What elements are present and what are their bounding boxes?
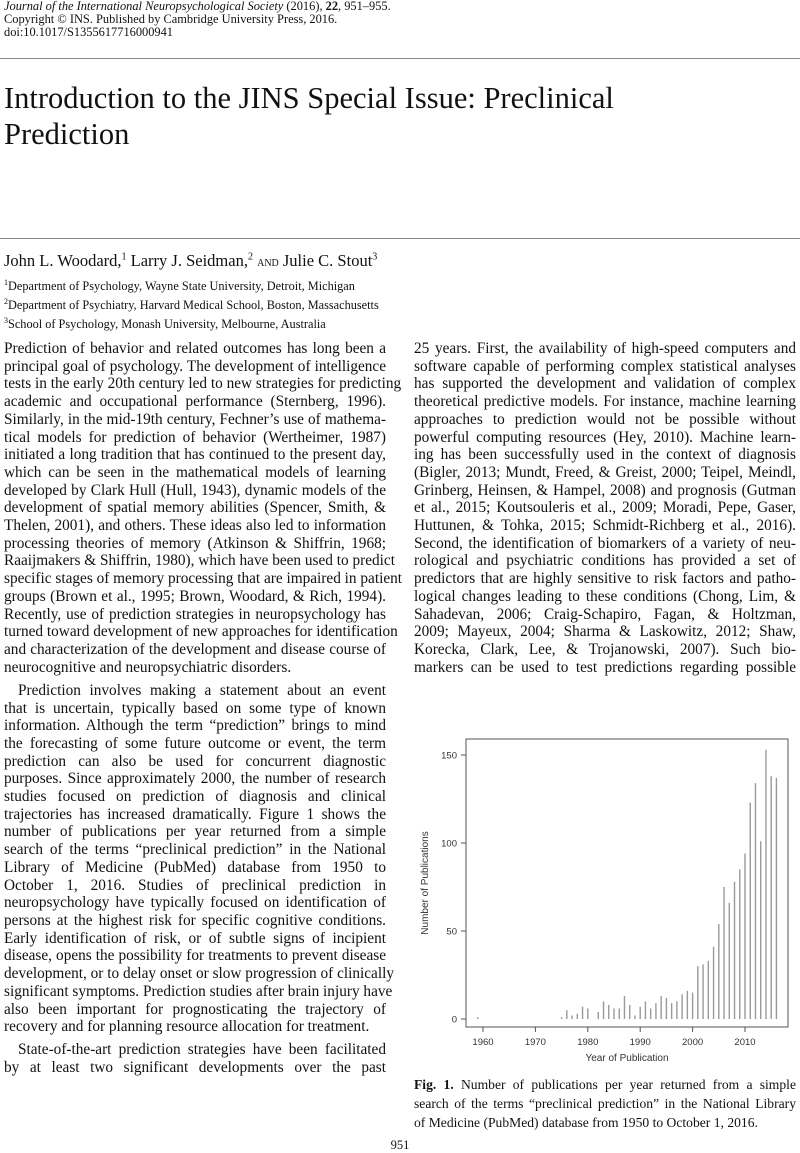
y-tick-label: 50 (446, 926, 457, 938)
author-name: Julie C. Stout (278, 251, 373, 270)
caption-line: search of the terms “preclinical prediction” in the National Library (414, 1096, 796, 1111)
figure-1-chart (414, 730, 798, 1070)
text-line: Second, the identification of biomarkers of a variety of neu- (414, 534, 796, 552)
journal-header (4, 0, 391, 40)
author-sup: 2 (247, 251, 253, 263)
text-line: Similarly, in the mid-19th century, Fechner’s use of mathema- (4, 410, 386, 428)
copyright: Copyright © INS. Published by Cambridge University Press, 2016. (4, 12, 338, 27)
x-tick-label: 1970 (524, 1037, 546, 1048)
y-tick-label: 0 (451, 1014, 457, 1026)
article-title (4, 80, 784, 152)
x-tick-label: 1990 (629, 1037, 651, 1048)
text-line: Thelen, 2001), and others. These ideas also led to information (4, 517, 386, 535)
title-line: Introduction to the JINS Special Issue: Preclinical (4, 81, 614, 115)
text-line: number of publications per year returned from a simple (4, 823, 386, 841)
author-list (4, 251, 377, 271)
y-tick-label: 100 (441, 838, 457, 850)
text-line: Huttunen, & Tohka, 2015; Schmidt-Richberg et al., 2016). (414, 517, 796, 535)
text-line: predictors that are highly sensitive to risk factors and patho- (414, 570, 796, 588)
caption-line: Number of publications per year returned from a simple (453, 1077, 796, 1092)
text-line: disease, opens the possibility for treatments to prevent disease (4, 947, 386, 965)
paragraph (4, 1041, 386, 1076)
text-line: which can be seen in the mathematical models of learning (4, 463, 386, 481)
paragraph (4, 681, 394, 1036)
text-line: Korecka, Clark, Lee, & Trojanowski, 2007). Such bio- (414, 640, 796, 658)
text-line: Prediction of behavior and related outcomes has long been a (4, 340, 386, 357)
text-line: that is uncertain, typically based on some type of known (4, 699, 386, 717)
text-line: neurocognitive and neuropsychiatric disorders. (4, 658, 292, 676)
aff-text: Department of Psychology, Wayne State University, Detroit, Michigan (8, 279, 355, 294)
journal-name: Journal of the International Neuropsychological Society (4, 0, 284, 13)
text-line: theoretical predictive models. For instance, machine learning (414, 393, 796, 411)
text-line: powerful computing resources (Hey, 2010). Machine learn- (414, 428, 796, 446)
text-line: the forecasting of some future outcome or event, the term (4, 734, 386, 752)
text-line: processing theories of memory (Atkinson & Shiffrin, 1968; (4, 534, 386, 552)
text-line: ing has been successfully used in the context of diagnosis (414, 446, 796, 464)
text-line: groups (Brown et al., 1995; Brown, Woodard, & Rich, 1994). (4, 587, 386, 605)
text-line: turned toward development of new approaches for identification (4, 623, 398, 641)
doi-link[interactable]: doi:10.1017/S1355617716000941 (4, 25, 174, 40)
author-name: John L. Woodard, (4, 251, 122, 270)
page-number: 951 (390, 1138, 410, 1152)
caption-line: of Medicine (PubMed) database from 1950 to October 1, 2016. (414, 1115, 758, 1130)
figure-caption (414, 1075, 796, 1132)
text-line: Raaijmakers & Shiffrin, 1980), which have been used to predict (4, 552, 395, 570)
y-axis-label: Number of Publications (420, 831, 431, 935)
aff-text: School of Psychology, Monash University, Melbourne, Australia (8, 317, 326, 332)
x-tick-label: 2000 (682, 1037, 704, 1048)
divider (0, 58, 800, 59)
body-column-left (4, 340, 403, 1077)
text-line: prediction can also be used for concurrent diagnostic (4, 752, 386, 770)
affiliation (4, 275, 379, 294)
affiliation (4, 313, 379, 332)
text-line: recovery and for planning resource allocation for treatment. (4, 1018, 370, 1036)
text-line: markers can be used to test predictions regarding possible (414, 658, 796, 676)
text-line: initiated a long tradition that has continued to the present day, (4, 446, 386, 464)
title-line: Prediction (4, 117, 130, 151)
text-line: tical models for prediction of behavior (Wertheimer, 1987) (4, 428, 386, 446)
text-line: search of the terms “preclinical prediction” in the National (4, 841, 386, 859)
affiliation (4, 294, 379, 313)
text-line: Grinberg, Heinsen, & Hampel, 2008) and prognosis (Gutman (414, 481, 796, 499)
aff-sup: 3 (4, 316, 8, 326)
text-line: by at least two significant developments over the past (4, 1059, 386, 1077)
text-line: persons at the highest risk for specific cognitive conditions. (4, 912, 386, 929)
text-line: 25 years. First, the availability of high-speed computers and (414, 340, 796, 357)
x-tick-label: 2010 (734, 1037, 756, 1048)
journal-volume: 22 (325, 0, 339, 13)
text-line: State-of-the-art prediction strategies have been facilitated (18, 1041, 386, 1059)
text-line: studies focused on prediction of diagnosis and clinical (4, 788, 386, 806)
text-line: et al., 2015; Koutsouleris et al., 2009; Moradi, Pepe, Gaser, (414, 499, 796, 517)
y-tick-label: 150 (441, 750, 457, 762)
aff-sup: 2 (4, 297, 8, 307)
author-name: Larry J. Seidman, (126, 251, 248, 270)
x-tick-label: 1960 (472, 1037, 494, 1048)
text-line: and characterization of the development and disease course of (4, 640, 386, 658)
text-line: Sahadevan, 2006; Craig-Schapiro, Fagan, & Holtzman, (414, 605, 796, 623)
text-line: logical changes leading to these conditions (Chong, Lim, & (414, 587, 796, 605)
text-line: 2009; Mayeux, 2004; Sharma & Laskowitz, 2012; Shaw, (414, 623, 796, 641)
text-line: principal goal of psychology. The development of intelligence (4, 357, 386, 375)
text-line: developed by Clark Hull (Hull, 1943), dynamic models of the (4, 481, 386, 499)
text-line: development of spatial memory abilities (Spencer, Smith, & (4, 499, 386, 517)
text-line: Recently, use of prediction strategies in neuropsychology has (4, 605, 386, 623)
text-line: information. Although the term “prediction” brings to mind (4, 717, 386, 735)
caption-label: Fig. 1. (414, 1077, 454, 1092)
text-line: Library of Medicine (PubMed) database from 1950 to (4, 858, 386, 876)
aff-sup: 1 (4, 278, 8, 287)
text-line: Prediction involves making a statement about an event (18, 681, 386, 699)
text-line: October 1, 2016. Studies of preclinical prediction in (4, 876, 386, 894)
author-sup: 1 (121, 251, 127, 263)
text-line: approaches to prediction would not be possible without (414, 410, 796, 428)
text-line: tests in the early 20th century led to new strategies for predicting (4, 375, 402, 393)
text-line: (Bigler, 2013; Mundt, Freed, & Greist, 2000; Teipel, Meindl, (414, 463, 796, 481)
and-word: and (257, 255, 279, 270)
text-line: has supported the development and validation of complex (414, 375, 796, 393)
x-tick-label: 1980 (577, 1037, 599, 1048)
text-line: rological and psychiatric conditions has provided a set of (414, 552, 796, 570)
paragraph (4, 340, 403, 676)
text-line: software capable of performing complex statistical analyses (414, 357, 796, 375)
text-line: neuropsychology have typically focused on identification of (4, 894, 386, 912)
text-line: trajectories has increased dramatically. Figure 1 shows the (4, 805, 386, 823)
divider (0, 238, 800, 239)
text-line: significant symptoms. Prediction studies after brain injury have (4, 982, 393, 1000)
affiliations (4, 275, 379, 332)
aff-text: Department of Psychiatry, Harvard Medical School, Boston, Massachusetts (8, 298, 379, 313)
x-axis-label: Year of Publication (585, 1053, 669, 1064)
journal-pages: , 951–955. (338, 0, 391, 13)
text-line: academic and occupational performance (Sternberg, 1996). (4, 393, 386, 411)
text-line: specific stages of memory processing that are impaired in patient (4, 570, 403, 588)
text-line: also been important for prognosticating the trajectory of (4, 1000, 386, 1018)
text-line: Early identification of risk, or of subtle signs of incipient (4, 929, 386, 947)
journal-year: (2016), (283, 0, 326, 13)
body-column-right (414, 340, 796, 676)
text-line: development, or to delay onset or slow progression of clinically (4, 965, 394, 983)
text-line: purposes. Since approximately 2000, the number of research (4, 770, 386, 788)
author-sup: 3 (372, 251, 378, 263)
